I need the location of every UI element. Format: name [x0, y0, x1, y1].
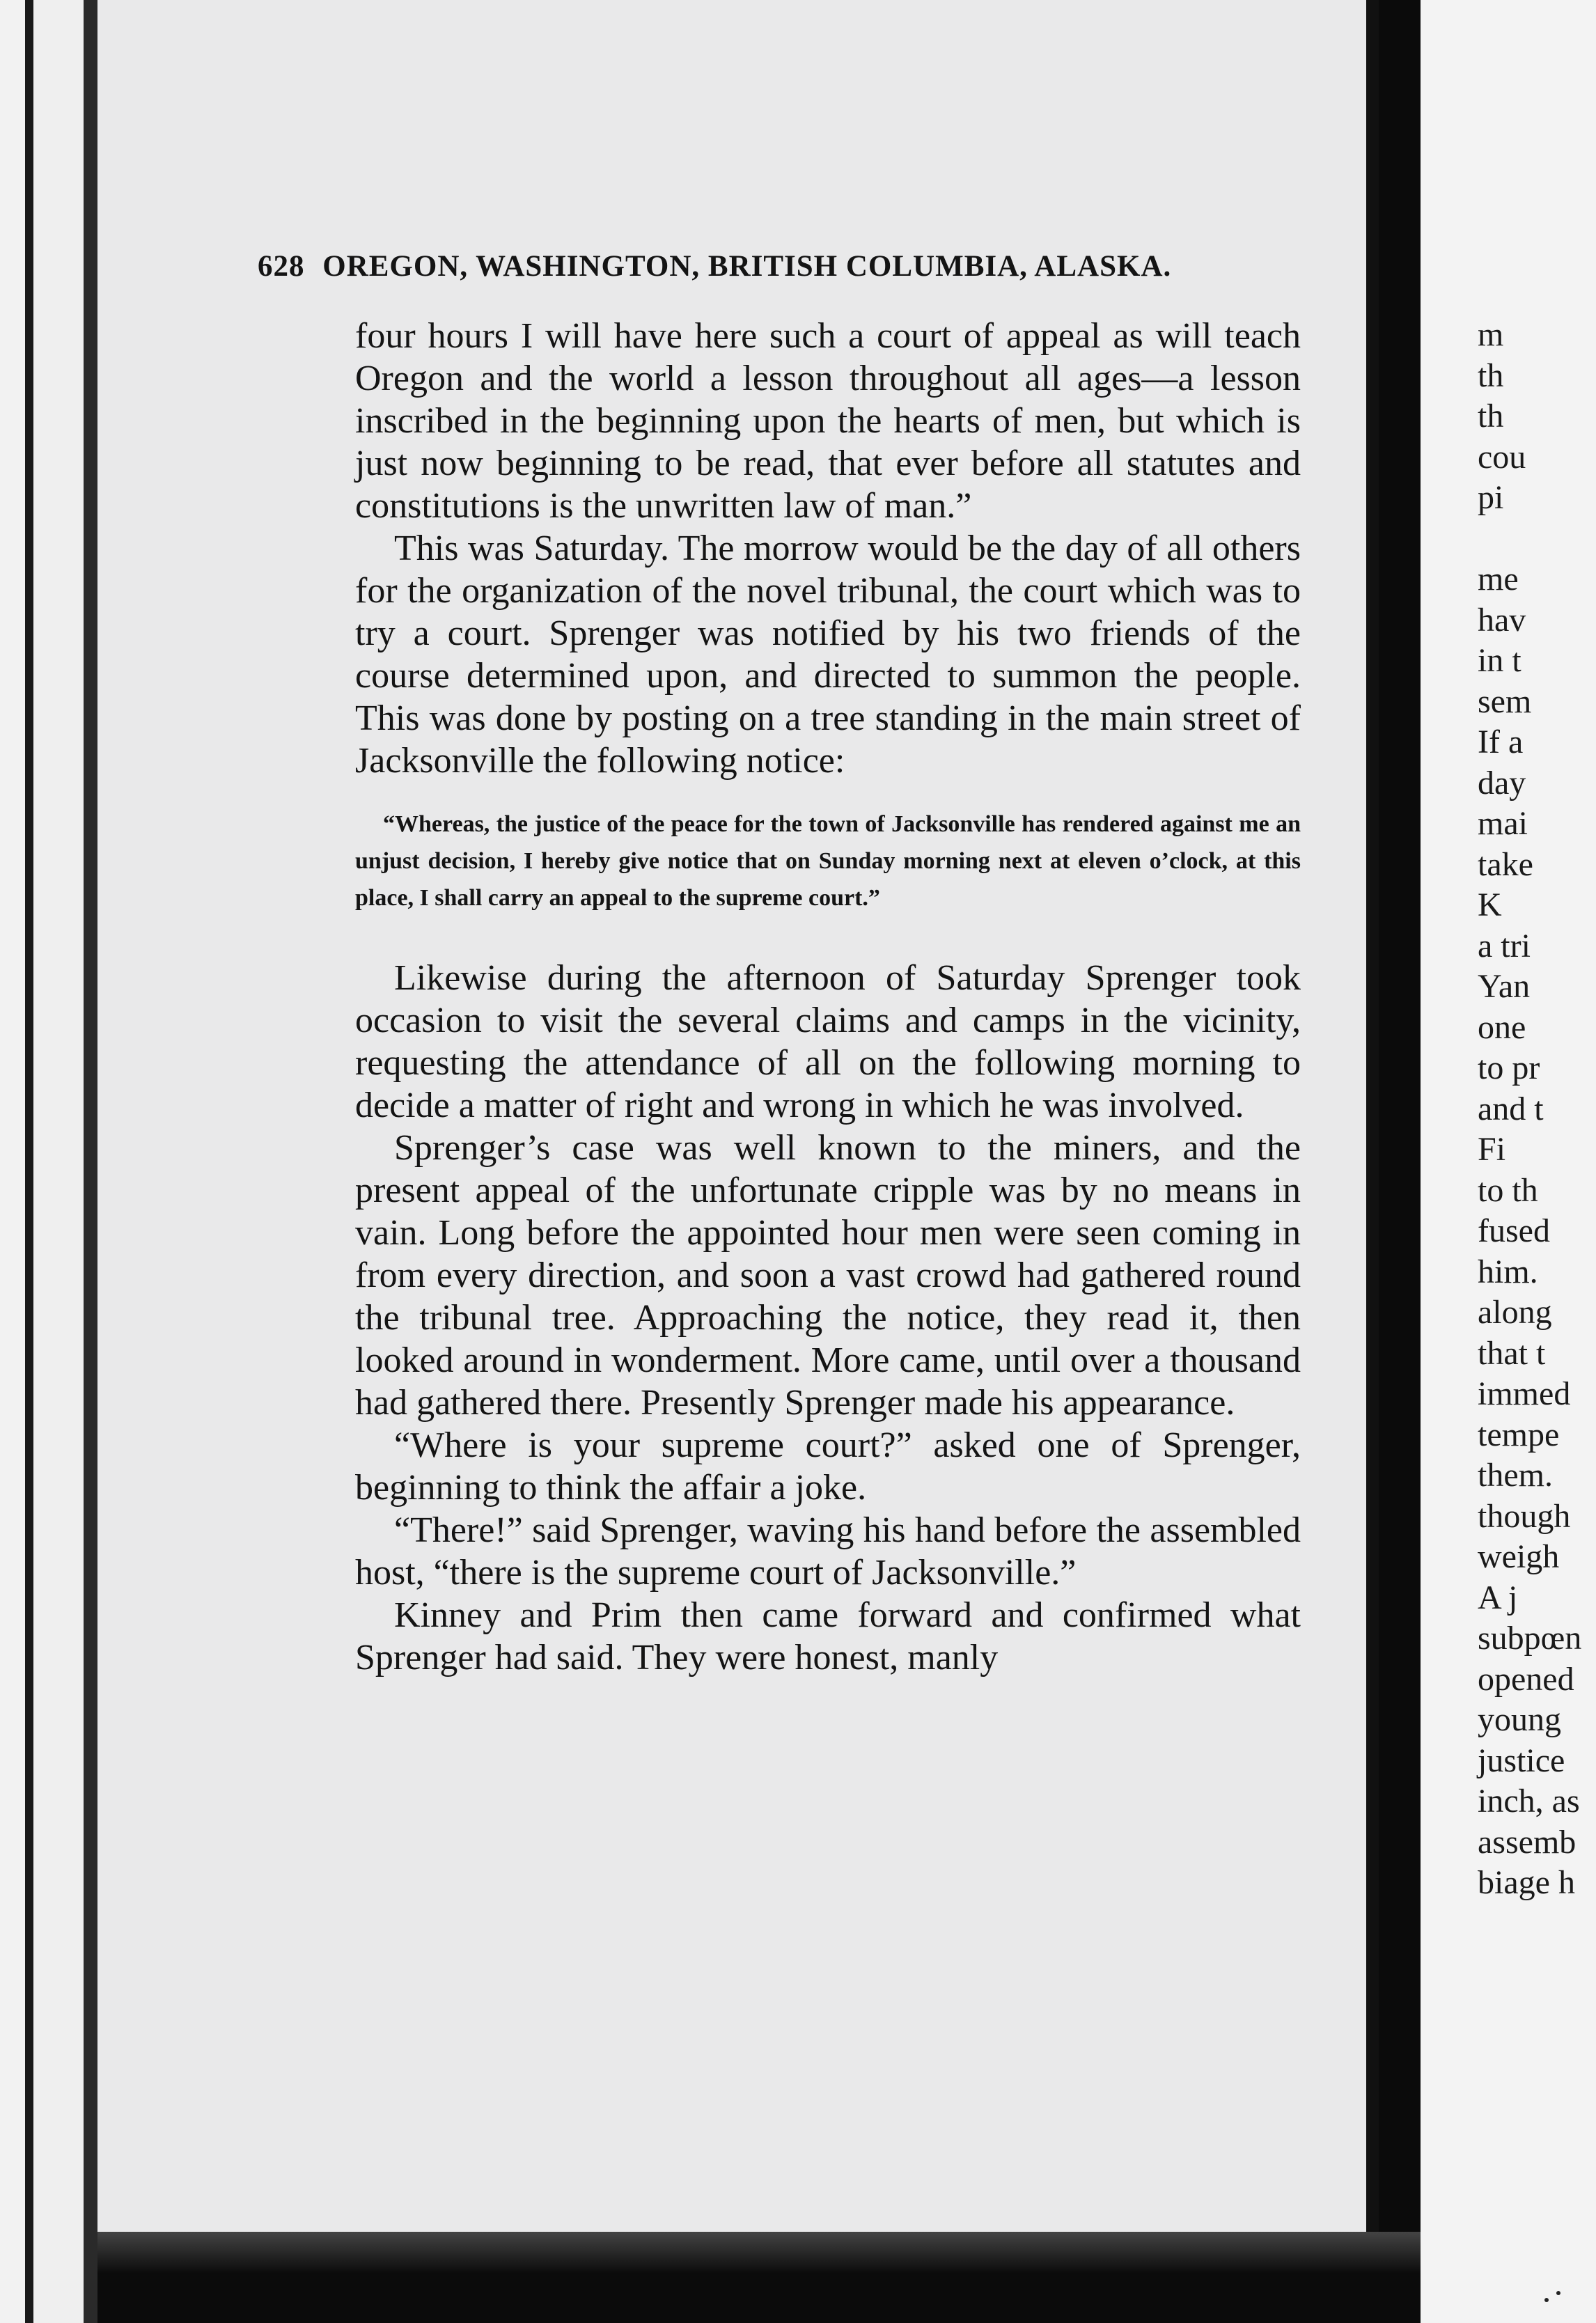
facing-page-line-fragment: assemb [1478, 1823, 1577, 1861]
facing-page-line-fragment: fused [1478, 1212, 1550, 1249]
facing-page-line-fragment: inch, as [1478, 1783, 1580, 1820]
facing-page-line-fragment: a tri [1478, 927, 1531, 964]
facing-page-line-fragment: that t [1478, 1334, 1546, 1372]
facing-page-line-fragment: in t [1478, 642, 1521, 679]
facing-page-line-fragment: pi [1478, 479, 1504, 516]
facing-page-line-fragment: biage h [1478, 1864, 1575, 1901]
facing-page-text-fragments [1478, 315, 1596, 1904]
paragraph: Sprenger’s case was well known to the miners, and the present appeal of the unfortunate cripple was by no means in vain. Long before the appointed hour men were seen coming in from every direction, and soon a vast crowd had gathered round the tribunal tree. Approaching the notice, they read it, then looked around in wonderment. More came, until over a thousand had gathered there. Presently Sprenger made his appearance. [355, 1128, 1301, 1423]
scan-speck [1556, 2291, 1560, 2295]
paragraph: “Where is your supreme court?” asked one of Sprenger, beginning to think the affair a joke. [355, 1425, 1301, 1508]
facing-page-line-fragment: If a [1478, 724, 1524, 760]
paragraph: This was Saturday. The morrow would be the day of all others for the organization of the novel tribunal, the court which was to try a court. Sprenger was notified by his two friends of the course determined upon, and directed to summon the people. This was done by posting on a tree standing in the main street of Jacksonville the following notice: [355, 529, 1301, 781]
facing-page-line-fragment: Fi [1478, 1131, 1506, 1168]
facing-page-line-fragment: m [1478, 316, 1504, 353]
page-body [355, 315, 1301, 1679]
facing-page-line-fragment: and t [1478, 1090, 1544, 1127]
facing-page-line-fragment: though [1478, 1497, 1571, 1535]
facing-page-line-fragment: mai [1478, 805, 1528, 842]
running-title: OREGON, WASHINGTON, BRITISH COLUMBIA, ALASKA. [322, 250, 1172, 283]
facing-page-line-fragment: subpœn [1478, 1620, 1582, 1657]
left-binding-edge [0, 0, 97, 2323]
facing-page-line-fragment: hav [1478, 601, 1526, 639]
paragraph: Kinney and Prim then came forward and confirmed what Sprenger had said. They were honest, manly [355, 1595, 1301, 1677]
page-number: 628 [258, 250, 305, 283]
running-header [258, 249, 1246, 283]
facing-page-line-fragment: th [1478, 398, 1504, 435]
facing-page-line-fragment: weigh [1478, 1538, 1560, 1575]
facing-page-line-fragment [1478, 519, 1596, 560]
facing-page-line-fragment: them. [1478, 1457, 1553, 1494]
facing-page-line-fragment: immed [1478, 1375, 1571, 1412]
facing-page-line-fragment: Yan [1478, 968, 1531, 1005]
facing-page-line-fragment: opened [1478, 1660, 1574, 1698]
facing-page-line-fragment: A j [1478, 1579, 1518, 1616]
facing-page-line-fragment: to pr [1478, 1049, 1540, 1086]
facing-page-line-fragment: young [1478, 1701, 1561, 1738]
facing-page-line-fragment: one [1478, 1008, 1526, 1046]
facing-page-line-fragment: tempe [1478, 1416, 1560, 1453]
facing-page-line-fragment: to th [1478, 1171, 1538, 1209]
facing-page-line-fragment: justice [1478, 1742, 1565, 1779]
scan-speck [1544, 2298, 1549, 2302]
facing-page-line-fragment: take [1478, 845, 1533, 883]
facing-page-line-fragment: me [1478, 561, 1519, 597]
facing-page-line-fragment: him. [1478, 1253, 1538, 1290]
facing-page-line-fragment: along [1478, 1294, 1552, 1331]
bottom-shadow [97, 2232, 1421, 2323]
paragraph-continuation: four hours I will have here such a court of appeal as will teach Oregon and the world a lesson throughout all ages—a lesson inscribed in the beginning upon the hearts of men, but which is just now beginning to be read, that ever before all statutes and constitutions is the unwritten law of man.” [355, 316, 1301, 526]
facing-page-line-fragment: day [1478, 764, 1526, 801]
facing-page-line-fragment: th [1478, 357, 1504, 394]
facing-page-line-fragment: K [1478, 886, 1502, 923]
paragraph: “There!” said Sprenger, waving his hand before the assembled host, “there is the supreme court of Jacksonville.” [355, 1510, 1301, 1593]
paragraph: Likewise during the afternoon of Saturday Sprenger took occasion to visit the several claims and camps in the vicinity, requesting the attendance of all on the following morning to decide a matter of right and wrong in which he was involved. [355, 958, 1301, 1125]
facing-page-line-fragment: cou [1478, 438, 1526, 476]
facing-page-line-fragment: sem [1478, 682, 1532, 720]
posted-notice-quote: “Whereas, the justice of the peace for the town of Jacksonville has rendered against me an unjust decision, I hereby give notice that on Sunday morning next at eleven o’clock, at this place, I shall carry an appeal to the supreme court.” [355, 811, 1301, 911]
